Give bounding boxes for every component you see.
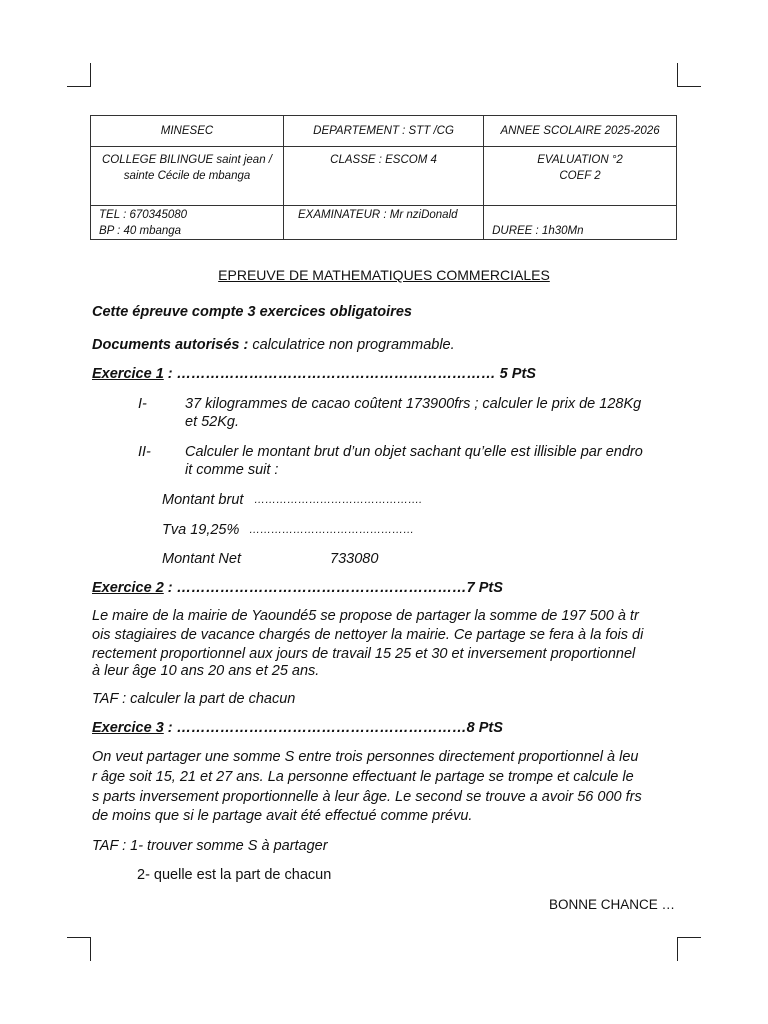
header-bp: BP : 40 mbanga [99, 225, 182, 237]
exercise-3-title: Exercice 3 [92, 720, 164, 736]
header-school [91, 147, 284, 206]
exercise-2-task: TAF : calculer la part de chacun [92, 691, 296, 707]
header-evaluation-number: EVALUATION °2 [537, 154, 623, 166]
net-amount-label: Montant Net [162, 551, 241, 567]
exercise-2-text-line3: rectement proportionnel aux jours de travail 15 25 et 30 et inversement proportionnel [92, 646, 636, 662]
exercise-2-text-line4: à leur âge 10 ans 20 ans et 25 ans. [92, 663, 320, 679]
crop-mark-bottom-right [677, 937, 678, 961]
header-duration-text: DUREE : 1h30Mn [492, 225, 584, 237]
exercise-3-task-1: TAF : 1- trouver somme S à partager [92, 838, 328, 854]
gross-amount-blank: ………………………………………. [254, 494, 423, 506]
header-contact [91, 206, 284, 240]
exam-header-table [90, 115, 677, 240]
header-evaluation [484, 147, 677, 206]
header-department: DEPARTEMENT : STT /CG [283, 116, 483, 147]
crop-mark-top-right [677, 63, 678, 87]
exercise-3-text-line1: On veut partager une somme S entre trois personnes directement proportionnel à leu [92, 749, 639, 765]
exam-title: EPREUVE DE MATHEMATIQUES COMMERCIALES [218, 267, 550, 283]
crop-mark-top-left [90, 63, 91, 87]
header-ministry: MINESEC [91, 116, 284, 147]
exercise-1-part-i-line1: 37 kilogrammes de cacao coûtent 173900frs ; calculer le prix de 128Kg [185, 396, 642, 412]
exercise-3-task-2: 2- quelle est la part de chacun [137, 867, 332, 883]
header-school-line1: COLLEGE BILINGUE saint jean / [101, 154, 272, 166]
header-tel: TEL : 670345080 [99, 209, 188, 221]
exercise-3-text-line4: de moins que si le partage avait été effectué comme prévu. [92, 808, 473, 824]
documents-line [92, 336, 455, 354]
exercise-2-heading [92, 579, 503, 597]
vat-label: Tva 19,25% [162, 522, 240, 538]
exercise-1-part-ii-line1: Calculer le montant brut d’un objet sachant qu’elle est illisible par endro [185, 444, 643, 460]
crop-mark-bottom-right [677, 937, 701, 938]
crop-mark-bottom-left [90, 937, 91, 961]
documents-label: Documents autorisés : [92, 337, 249, 353]
crop-mark-top-right [677, 86, 701, 87]
exercise-2-text-line2: ois stagiaires de vacance chargés de nettoyer la mairie. Ce partage se fera à la fois di [92, 627, 644, 643]
closing-message: BONNE CHANCE … [549, 897, 676, 912]
vat-blank: ……………………………………… [249, 524, 414, 536]
header-school-line2: sainte Cécile de mbanga [123, 170, 251, 182]
exercise-3-text-line2: r âge soit 15, 21 et 27 ans. La personne effectuant le partage se trompe et calcule le [92, 769, 634, 785]
exercise-2-points: : ……………………………………………………7 PtS [163, 580, 503, 596]
header-class: CLASSE : ESCOM 4 [283, 147, 483, 206]
crop-mark-bottom-left [67, 937, 91, 938]
exam-intro: Cette épreuve compte 3 exercices obligatoires [92, 304, 412, 320]
exercise-3-heading [92, 719, 503, 737]
exercise-3-text-line3: s parts inversement proportionnelle à leur âge. Le second se trouve a avoir 56 000 frs [92, 789, 642, 805]
header-school-year: ANNEE SCOLAIRE 2025-2026 [484, 116, 677, 147]
exercise-1-title: Exercice 1 [92, 366, 164, 382]
net-amount-value: 733080 [330, 551, 379, 567]
gross-amount-label: Montant brut [162, 492, 244, 508]
exercise-3-points: : ……………………………………………………8 PtS [163, 720, 503, 736]
exercise-2-text-line1: Le maire de la mairie de Yaoundé5 se propose de partager la somme de 197 500 à tr [92, 608, 639, 624]
header-duration [484, 206, 677, 240]
crop-mark-top-left [67, 86, 91, 87]
exercise-1-part-i-number: I- [138, 396, 147, 412]
exercise-1-part-i-line2: et 52Kg. [185, 414, 240, 430]
documents-value: calculatrice non programmable. [248, 337, 455, 353]
exercise-1-heading [92, 365, 536, 383]
exercise-1-points: : ………………………………………………………… 5 PtS [163, 366, 536, 382]
exercise-1-part-ii-number: II- [138, 444, 151, 460]
header-examiner: EXAMINATEUR : Mr nziDonald [283, 206, 483, 240]
header-coefficient: COEF 2 [559, 170, 601, 182]
exercise-2-title: Exercice 2 [92, 580, 164, 596]
exercise-1-part-ii-line2: it comme suit : [185, 462, 279, 478]
